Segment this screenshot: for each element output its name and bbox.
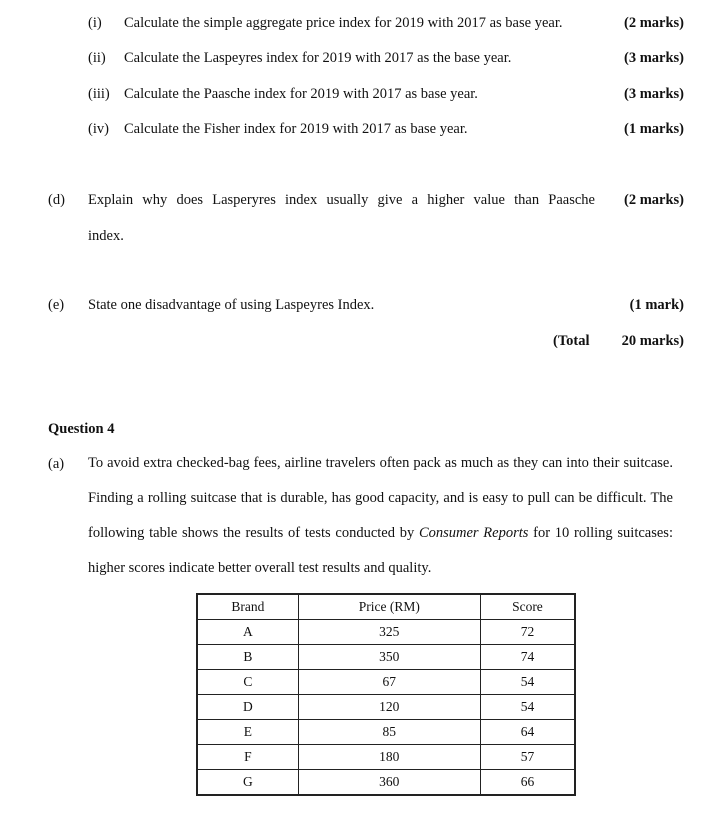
total-marks: 20 marks) (621, 333, 684, 349)
cell-score: 54 (480, 695, 575, 720)
total-label: (Total (553, 333, 590, 349)
cell-brand: G (197, 770, 298, 796)
subpart-iii-text: Calculate the Paasche index for 2019 with 2017 as base year. (124, 86, 478, 102)
cell-score: 72 (480, 620, 575, 645)
cell-price: 67 (298, 670, 480, 695)
part-d-line-2: index. (88, 228, 124, 244)
cell-score: 54 (480, 670, 575, 695)
part-d-line-1: Explain why does Lasperyres index usually give a higher value than Paasche (88, 192, 595, 208)
cell-brand: E (197, 720, 298, 745)
table-row (197, 695, 575, 720)
subpart-i-marks: (2 marks) (623, 15, 684, 31)
q4-part-a-paragraph (88, 446, 673, 586)
table-row (197, 670, 575, 695)
part-e-label: (e) (48, 297, 65, 313)
cell-brand: D (197, 695, 298, 720)
header-score: Score (480, 594, 575, 620)
cell-brand: C (197, 670, 298, 695)
subpart-iv-number: (iv) (88, 121, 109, 137)
subpart-iii-marks: (3 marks) (623, 86, 684, 102)
subpart-iv-marks: (1 marks) (623, 121, 684, 137)
subpart-i-number: (i) (88, 15, 102, 31)
cell-score: 66 (480, 770, 575, 796)
subpart-ii-text: Calculate the Laspeyres index for 2019 with 2017 as the base year. (124, 50, 512, 66)
cell-score: 57 (480, 745, 575, 770)
cell-price: 325 (298, 620, 480, 645)
table-row (197, 720, 575, 745)
table-header-row (197, 594, 575, 620)
suitcase-table (196, 593, 576, 796)
table-row (197, 620, 575, 645)
subpart-ii-marks: (3 marks) (623, 50, 684, 66)
q4-part-a-label: (a) (48, 456, 65, 472)
part-d-label: (d) (48, 192, 65, 208)
subpart-iii-number: (iii) (88, 86, 110, 102)
cell-score: 74 (480, 645, 575, 670)
source-name: Consumer Reports (418, 525, 529, 541)
part-d-marks: (2 marks) (623, 192, 684, 208)
table-row (197, 745, 575, 770)
subpart-ii-number: (ii) (88, 50, 106, 66)
question-4-title: Question 4 (48, 421, 115, 437)
cell-price: 350 (298, 645, 480, 670)
cell-brand: B (197, 645, 298, 670)
table-row (197, 770, 575, 796)
subpart-iv-text: Calculate the Fisher index for 2019 with 2017 as base year. (124, 121, 468, 137)
cell-brand: F (197, 745, 298, 770)
subpart-i-text: Calculate the simple aggregate price index for 2019 with 2017 as base year. (124, 15, 563, 31)
cell-price: 85 (298, 720, 480, 745)
cell-price: 180 (298, 745, 480, 770)
part-e-text: State one disadvantage of using Laspeyres Index. (88, 297, 375, 313)
header-price: Price (RM) (298, 594, 480, 620)
cell-score: 64 (480, 720, 575, 745)
paragraph-text-2: for 10 rolling suitcases: higher scores indicate better overall test results and quality. (88, 525, 673, 576)
header-brand: Brand (197, 594, 298, 620)
cell-price: 360 (298, 770, 480, 796)
cell-price: 120 (298, 695, 480, 720)
cell-brand: A (197, 620, 298, 645)
paragraph-text-1: To avoid extra checked-bag fees, airline travelers often pack as much as they can into their suitcase. Finding a rolling suitcase that is durable, has good capacity, and is easy to pull can be difficult. The following table shows the results of tests conducted by (88, 455, 673, 541)
part-e-marks: (1 mark) (629, 297, 684, 313)
table-row (197, 645, 575, 670)
